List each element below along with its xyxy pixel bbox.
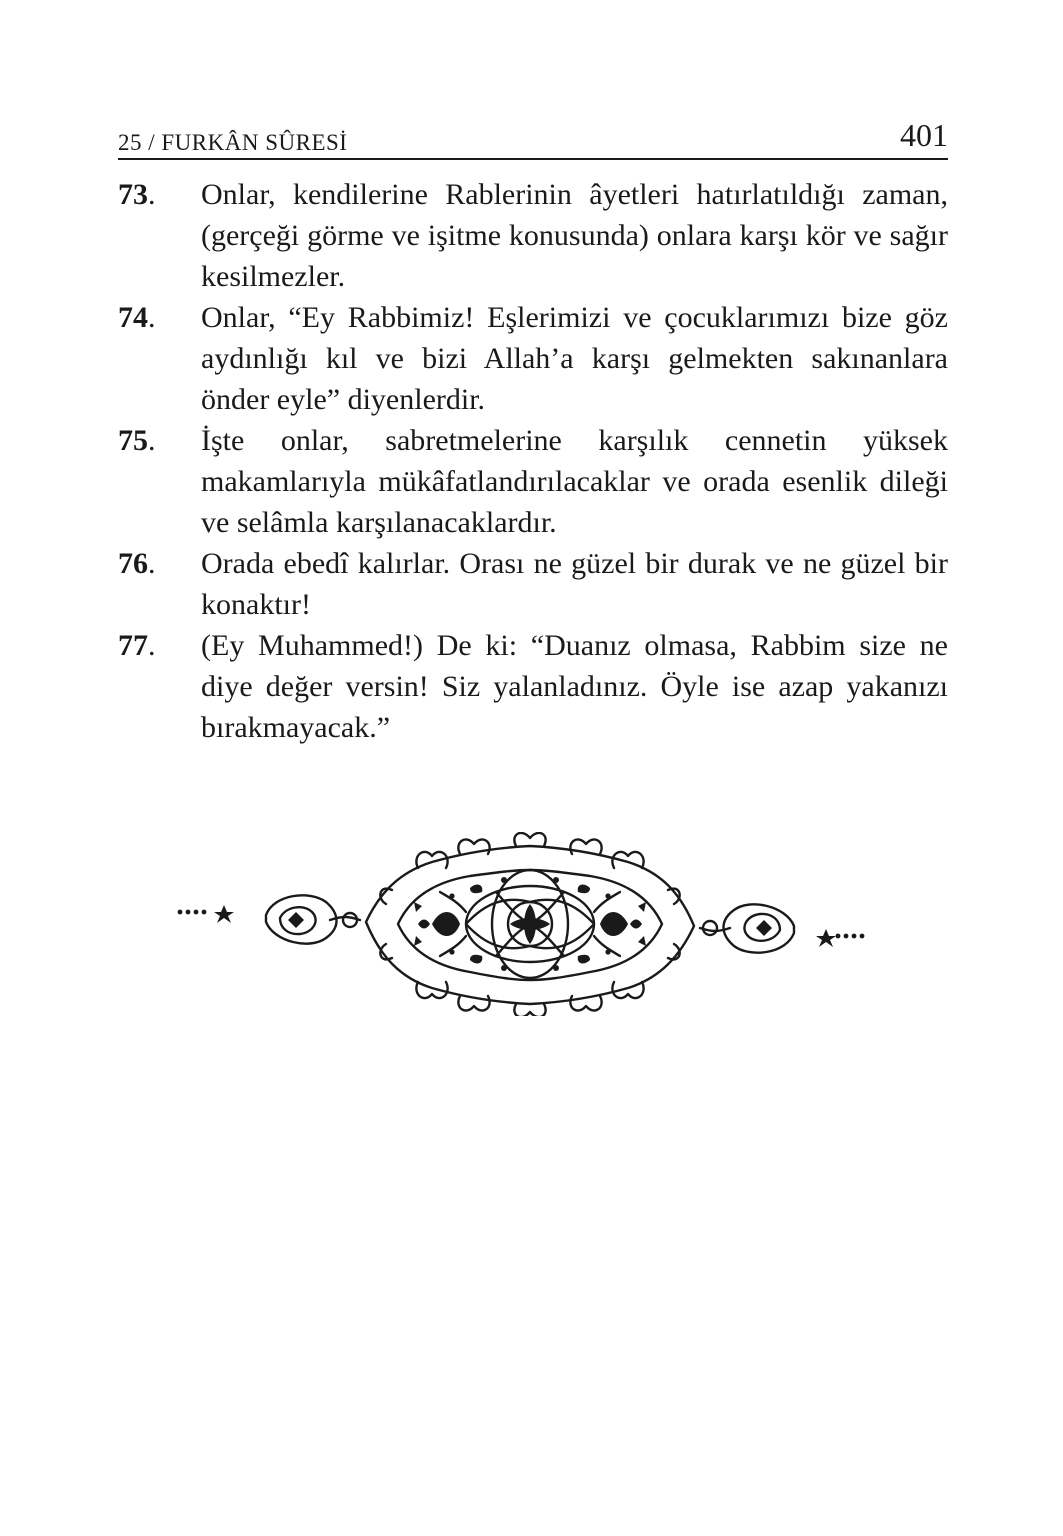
verse-73: [118, 174, 948, 297]
verse-text: (Ey Muhammed!) De ki: “Duanız olmasa, Rabbim size ne diye değer versin! Siz yalanladınız. Öyle ise azap yakanızı bırakmayacak.”: [201, 629, 948, 744]
verse-text: Orada ebedî kalırlar. Orası ne güzel bir durak ve ne güzel bir konaktır!: [201, 547, 948, 621]
verse-74: [118, 297, 948, 420]
verse-text: Onlar, kendilerine Rablerinin âyetleri hatırlatıldığı zaman, (gerçeği görme ve işitme konusunda) onlara karşı kör ve sağır kesilmezler.: [201, 178, 948, 293]
running-title: 25 / FURKÂN SÛRESİ: [118, 130, 348, 155]
verse-text: İşte onlar, sabretmelerine karşılık cennetin yüksek makamlarıyla mükâfatlandırılacaklar ve orada esenlik dileği ve selâmla karşılanacaklardır.: [201, 424, 948, 539]
verse-number: 73.: [118, 178, 156, 211]
verse-list: [118, 174, 948, 748]
verse-number: 75.: [118, 424, 156, 457]
page-header: [118, 112, 948, 160]
page-number: 401: [900, 117, 948, 153]
verse-76: [118, 543, 948, 625]
floral-rosette-ornament-icon: [170, 832, 890, 1016]
verse-number: 76.: [118, 547, 156, 580]
verse-number: 77.: [118, 629, 156, 662]
verse-text: Onlar, “Ey Rabbimiz! Eşlerimizi ve çocuklarımızı bize göz aydınlığı kıl ve bizi Allah’a karşı gelmekten sakınanlara önder eyle” diyenlerdir.: [201, 301, 948, 416]
verse-77: [118, 625, 948, 748]
verse-75: [118, 420, 948, 543]
verse-number: 74.: [118, 301, 156, 334]
